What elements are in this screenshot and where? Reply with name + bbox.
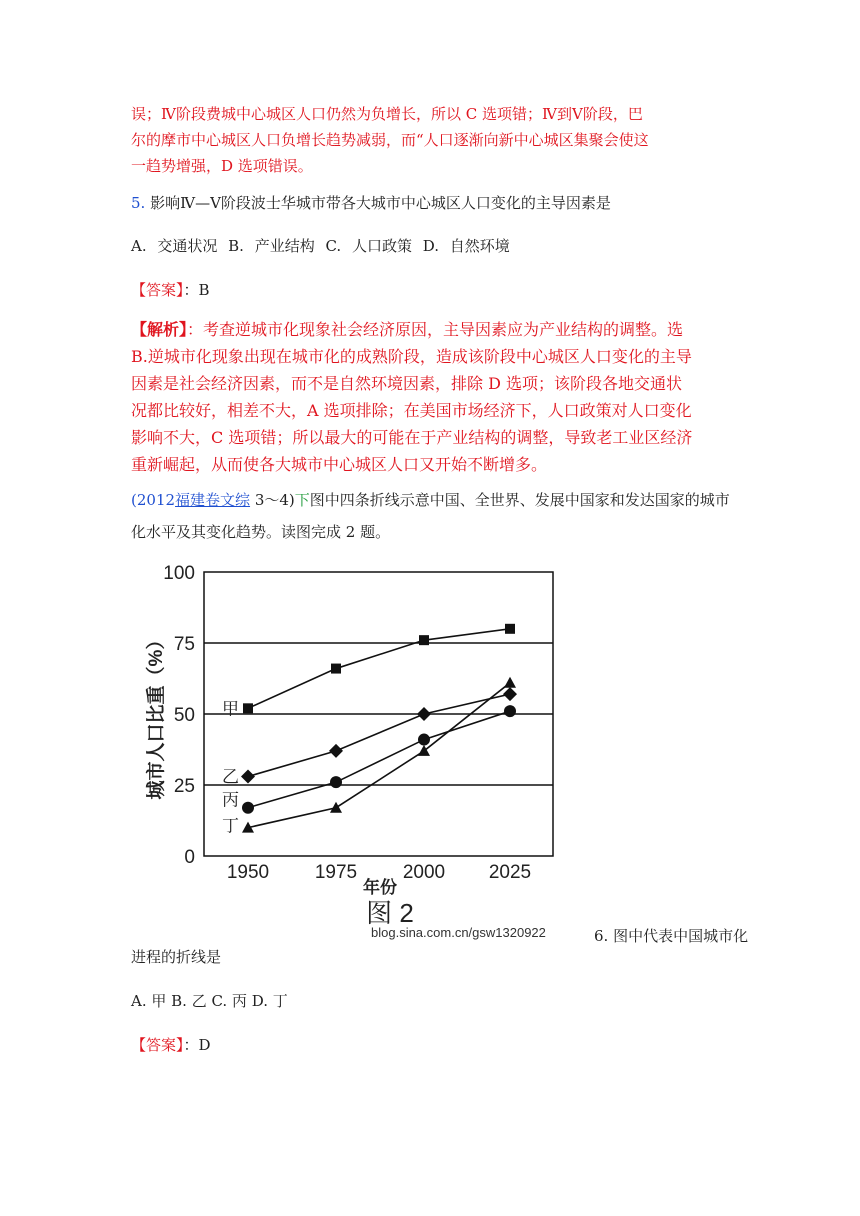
data-point-diamond: [417, 707, 431, 721]
series-label: 乙: [222, 767, 239, 787]
explain-tag: 【解析】: [131, 320, 188, 339]
text-line: [131, 316, 731, 343]
data-point-square: [505, 624, 515, 634]
question-5-options: A. 交通状况 B. 产业结构 C. 人口政策 D. 自然环境: [131, 237, 510, 255]
data-point-square: [243, 703, 253, 713]
y-tick-label: 100: [163, 563, 195, 584]
data-point-circle: [330, 776, 342, 788]
text-line: [131, 484, 731, 516]
question-6-options: A. 甲 B. 乙 C. 丙 D. 丁: [131, 992, 288, 1010]
series-line-丙: [248, 711, 510, 808]
text-line: 误；Ⅳ阶段费城中心城区人口仍然为负增长，所以 C 选项错；Ⅳ到Ⅴ阶段，巴: [131, 105, 643, 123]
source-link[interactable]: 福建卷文综: [175, 491, 251, 509]
watermark: blog.sina.com.cn/gsw1320922: [371, 925, 546, 940]
text-line: 重新崛起，从而使各大城市中心城区人口又开始不断增多。: [131, 455, 548, 474]
answer-tag: 【答案】: [131, 281, 184, 299]
data-point-diamond: [503, 687, 517, 701]
series-line-丁: [248, 683, 510, 828]
series-label: 丙: [222, 790, 239, 810]
text-line: 尔的摩市中心城区人口负增长趋势减弱，而“人口逐渐向新中心城区集聚会使这: [131, 131, 649, 149]
data-point-diamond: [329, 744, 343, 758]
question-6-stem: 6. 图中代表中国城市化: [594, 927, 749, 945]
text-line: B.逆城市化现象出现在城市化的成熟阶段，造成该阶段中心城区人口变化的主导: [131, 347, 692, 366]
question-6-answer: [131, 1032, 211, 1058]
data-point-square: [419, 635, 429, 645]
source-intro: [131, 484, 731, 548]
question-5-answer: [131, 277, 731, 303]
series-line-乙: [248, 694, 510, 776]
answer-tag: 【答案】: [131, 1036, 184, 1054]
data-point-triangle: [330, 802, 342, 813]
text-line: 因素是社会经济因素，而不是自然环境因素，排除 D 选项；该阶段各地交通状: [131, 374, 683, 393]
figure-caption: 图 2: [366, 898, 414, 928]
text-line: 况都比较好，相差不大，A 选项排除；在美国市场经济下，人口政策对人口变化: [131, 401, 692, 420]
question-5-explanation: [131, 316, 731, 478]
y-tick-label: 75: [173, 634, 195, 655]
explain-text: ：考查逆城市化现象社会经济原因，主导因素应为产业结构的调整。选: [187, 320, 684, 339]
intro-text: 图中四条折线示意中国、全世界、发展中国家和发达国家的城市: [309, 491, 730, 509]
question-5: [131, 190, 731, 216]
y-tick-label: 0: [184, 847, 195, 868]
series-label: 丁: [222, 816, 239, 836]
answer-value: ：B: [183, 281, 210, 299]
x-tick-label: 2000: [402, 862, 446, 883]
plot-frame: [204, 572, 553, 856]
y-tick-label: 50: [173, 705, 195, 726]
explanation-continued: [131, 101, 731, 179]
y-tick-label: 25: [173, 776, 195, 797]
x-tick-label: 1950: [226, 862, 270, 883]
question-6-stem-cont: 进程的折线是: [131, 948, 222, 966]
text-line: 化水平及其变化趋势。读图完成 2 题。: [131, 523, 391, 541]
data-point-circle: [504, 705, 516, 717]
text-line: 影响不大，C 选项错；所以最大的可能在于产业结构的调整，导致老工业区经济: [131, 428, 693, 447]
x-tick-label: 1975: [314, 862, 358, 883]
question-stem: 影响Ⅳ—Ⅴ阶段波士华城市带各大城市中心城区人口变化的主导因素是: [150, 194, 611, 212]
source-open: (2012: [131, 491, 176, 509]
source-close: 3～4): [250, 491, 295, 509]
x-tick-label: 2025: [488, 862, 532, 883]
series-label: 甲: [222, 699, 239, 719]
data-point-square: [331, 664, 341, 674]
data-point-diamond: [241, 769, 255, 783]
answer-value: ：D: [183, 1036, 211, 1054]
data-point-triangle: [504, 677, 516, 688]
data-point-triangle: [242, 822, 254, 833]
data-point-triangle: [418, 745, 430, 756]
text-line: 一趋势增强，D 选项错误。: [131, 157, 313, 175]
data-point-circle: [242, 802, 254, 814]
y-axis-label: 城市人口比重（%）: [146, 630, 167, 800]
down-word: 下: [294, 491, 310, 509]
question-number: 5.: [131, 194, 146, 212]
x-axis-label: 年份: [363, 878, 397, 897]
data-point-circle: [418, 734, 430, 746]
series-line-甲: [248, 629, 510, 709]
